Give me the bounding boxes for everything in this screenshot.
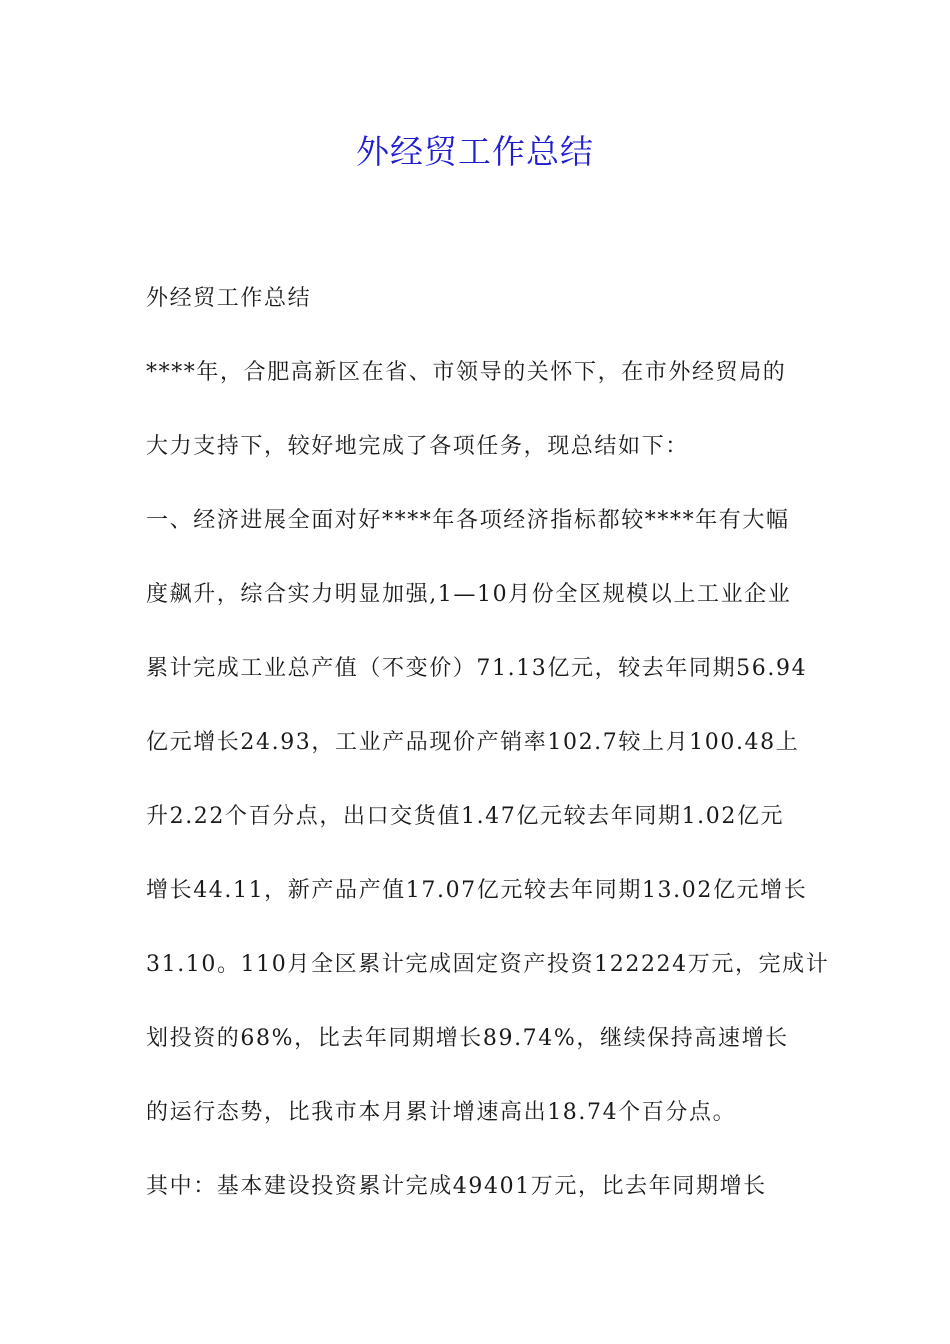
paragraph-line: 一、经济进展全面对好****年各项经济指标都较****年有大幅 [146,508,790,533]
paragraph-line: 的运行态势，比我市本月累计增速高出18.74个百分点。 [146,1100,737,1125]
paragraph-line: 31.10。110月全区累计完成固定资产投资122224万元，完成计 [146,952,830,977]
paragraph-line: 增长44.11，新产品产值17.07亿元较去年同期13.02亿元增长 [146,878,808,903]
paragraph-line: 其中：基本建设投资累计完成49401万元，比去年同期增长 [146,1174,767,1199]
paragraph-economy [146,484,830,1150]
paragraph-line: ****年，合肥高新区在省、市领导的关怀下，在市外经贸局的 [146,360,787,385]
paragraph-line: 大力支持下，较好地完成了各项任务，现总结如下： [146,434,689,459]
subtitle-line: 外经贸工作总结 [146,286,312,311]
paragraph-line: 累计完成工业总产值（不变价）71.13亿元，较去年同期56.94 [146,656,808,681]
document-subtitle [146,262,806,336]
document-title: 外经贸工作总结 [356,132,594,171]
paragraph-line: 度飙升，综合实力明显加强,1—10月份全区规模以上工业企业 [146,582,792,607]
paragraph-intro [146,336,806,484]
paragraph-line: 亿元增长24.93，工业产品现价产销率102.7较上月100.48上 [146,730,800,755]
paragraph-line: 划投资的68%，比去年同期增长89.74%，继续保持高速增长 [146,1026,789,1051]
paragraph-line: 升2.22个百分点，出口交货值1.47亿元较去年同期1.02亿元 [146,804,785,829]
paragraph-investment [146,1150,806,1224]
